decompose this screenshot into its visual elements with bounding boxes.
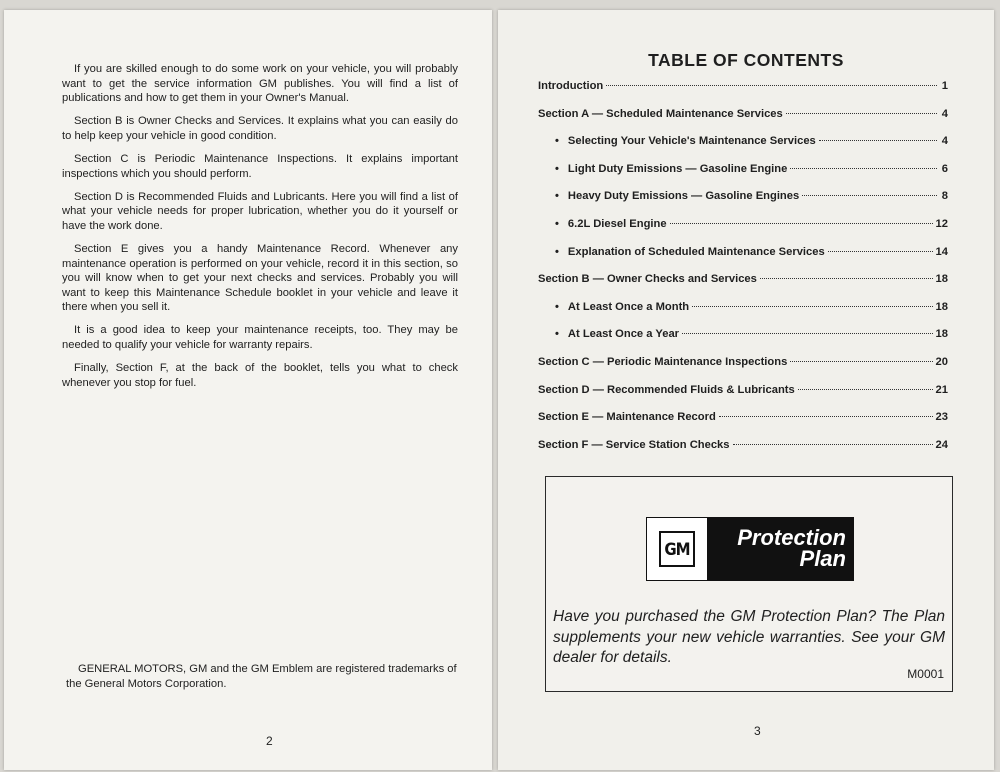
toc-title: TABLE OF CONTENTS	[648, 50, 844, 70]
dot-leader	[802, 195, 937, 196]
left-page-body	[62, 62, 458, 399]
bullet-icon: •	[555, 245, 559, 258]
toc-entry-label: 6.2L Diesel Engine	[567, 217, 667, 230]
dot-leader	[670, 223, 933, 224]
toc-entry	[538, 439, 948, 467]
dot-leader	[819, 140, 937, 141]
toc-entry-label: Section F — Service Station Checks	[538, 438, 730, 451]
bullet-icon: •	[555, 162, 559, 175]
toc-entry-label: Selecting Your Vehicle's Maintenance Services	[567, 135, 816, 148]
receipts-paragraph: It is a good idea to keep your maintenance receipts, too. They may be needed to qualify your vehicle for warranty repairs.	[62, 324, 458, 351]
protection-plan-text: Have you purchased the GM Protection Plan? The Plan supplements your new vehicle warranties. See your GM dealer for details.	[553, 608, 945, 666]
bullet-icon: •	[555, 135, 559, 148]
protection-plan-line2: Plan	[799, 546, 846, 571]
toc-entry	[538, 108, 948, 136]
toc-entry-page: 4	[941, 135, 948, 148]
toc-entry	[538, 356, 948, 384]
toc-entry	[538, 163, 948, 191]
protection-plan-banner	[646, 517, 854, 581]
section-e-paragraph: Section E gives you a handy Maintenance Record. Whenever any maintenance operation is performed on your vehicle, record it in this section, so you will know when to get your next checks and services. Probably you will want to keep this Maintenance Schedule booklet in your vehicle and leave it there when you sell it.	[62, 242, 458, 314]
dot-leader	[798, 389, 933, 390]
toc-entry	[538, 301, 948, 329]
gm-emblem-text: GM	[664, 538, 690, 560]
section-b-paragraph: Section B is Owner Checks and Services. It explains what you can easily do to help keep your vehicle in good condition.	[62, 115, 458, 142]
toc-entry-label: Light Duty Emissions — Gasoline Engine	[567, 162, 788, 175]
dot-leader	[790, 361, 932, 362]
toc-entry	[538, 190, 948, 218]
toc-entry-label: At Least Once a Month	[567, 300, 690, 313]
dot-leader	[606, 85, 937, 86]
toc-entry-page: 4	[941, 107, 948, 120]
toc-entry	[538, 328, 948, 356]
toc-entry-page: 20	[935, 355, 948, 368]
bullet-icon: •	[555, 190, 559, 203]
toc-entry-label: At Least Once a Year	[567, 328, 680, 341]
form-code: M0001	[907, 667, 944, 681]
toc-entry	[538, 246, 948, 274]
table-of-contents	[538, 80, 948, 466]
toc-entry-page: 1	[941, 80, 948, 92]
toc-entry-page: 21	[935, 383, 948, 396]
left-page	[4, 10, 492, 770]
toc-entry-page: 18	[935, 328, 948, 341]
page-number-right: 3	[754, 724, 761, 738]
section-f-paragraph: Finally, Section F, at the back of the booklet, tells you what to check whenever you stop for fuel.	[62, 362, 458, 389]
bullet-icon: •	[555, 217, 559, 230]
bullet-icon: •	[555, 300, 559, 313]
toc-entry	[538, 273, 948, 301]
toc-entry	[538, 80, 948, 108]
toc-entry	[538, 411, 948, 439]
toc-entry-page: 14	[935, 245, 948, 258]
toc-entry	[538, 135, 948, 163]
dot-leader	[719, 416, 933, 417]
page-number-left: 2	[266, 734, 273, 748]
right-page	[498, 10, 994, 770]
dot-leader	[692, 306, 932, 307]
toc-entry-label: Section D — Recommended Fluids & Lubricants	[538, 383, 795, 396]
dot-leader	[682, 333, 933, 334]
section-d-paragraph: Section D is Recommended Fluids and Lubricants. Here you will find a list of what your vehicle needs for proper lubrication, whether you do it yourself or have the work done.	[62, 190, 458, 232]
toc-entry-label: Explanation of Scheduled Maintenance Services	[567, 245, 825, 258]
toc-entry-label: Introduction	[538, 80, 604, 92]
toc-entry-label: Section E — Maintenance Record	[538, 411, 716, 424]
toc-entry-label: Heavy Duty Emissions — Gasoline Engines	[567, 190, 800, 203]
protection-plan-line1: Protection	[737, 525, 846, 550]
section-c-paragraph: Section C is Periodic Maintenance Inspections. It explains important inspections which you should perform.	[62, 152, 458, 180]
bullet-icon: •	[555, 328, 559, 341]
toc-entry-page: 6	[941, 162, 948, 175]
toc-entry-page: 18	[935, 300, 948, 313]
dot-leader	[790, 168, 937, 169]
toc-entry-page: 24	[935, 438, 948, 451]
trademark-notice: GENERAL MOTORS, GM and the GM Emblem are registered trademarks of the General Motors Corporation.	[66, 663, 457, 690]
toc-entry-page: 18	[935, 273, 948, 286]
dot-leader	[733, 444, 933, 445]
toc-entry	[538, 218, 948, 246]
toc-entry-page: 8	[941, 190, 948, 203]
toc-entry-label: Section A — Scheduled Maintenance Services	[538, 107, 783, 120]
toc-entry-label: Section B — Owner Checks and Services	[538, 273, 757, 286]
dot-leader	[828, 251, 933, 252]
toc-entry	[538, 384, 948, 412]
protection-plan-logo-text	[708, 517, 854, 581]
protection-plan-box	[545, 476, 953, 692]
intro-paragraph: If you are skilled enough to do some work on your vehicle, you will probably want to get the service information GM publishes. You will find a list of publications and how to get them in your Owner's Manual.	[62, 63, 458, 105]
dot-leader	[760, 278, 933, 279]
gm-emblem-icon	[646, 517, 708, 581]
toc-entry-page: 12	[935, 217, 948, 230]
toc-entry-label: Section C — Periodic Maintenance Inspections	[538, 355, 788, 368]
dot-leader	[786, 113, 937, 114]
toc-entry-page: 23	[935, 411, 948, 424]
